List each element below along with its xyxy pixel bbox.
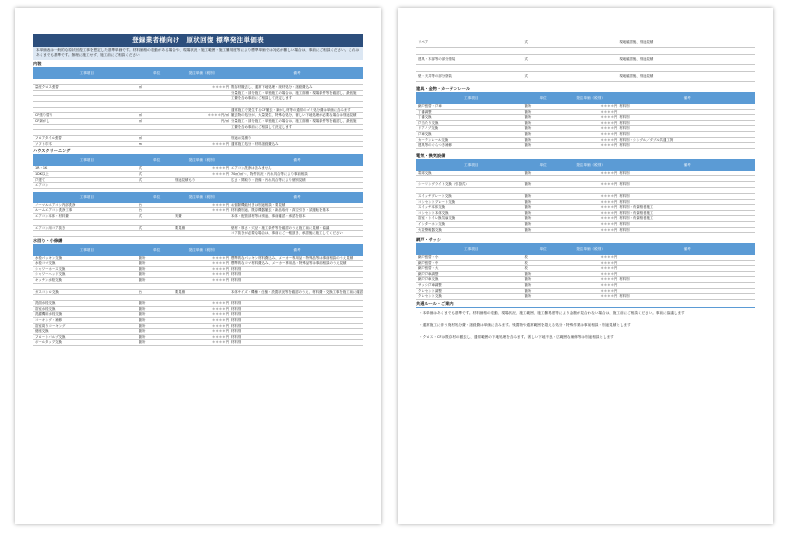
row-price: ＊＊＊＊円 <box>600 283 618 288</box>
row-unit: 式 <box>138 166 142 171</box>
row-price: ＊＊＊＊円 <box>600 120 618 125</box>
row-unit: 台 <box>138 208 142 213</box>
row-note: 材料別 <box>230 266 242 271</box>
row-unit: 箇所 <box>524 277 532 282</box>
row-item: フロートバルブ交換 <box>35 334 66 339</box>
row-note: 現地確認後、別途見積 <box>619 74 654 79</box>
row-item: 水栓パッキン交換 <box>35 255 63 260</box>
row-note: 70㎡/㎡～、物件状況・汚れ具合等により事前相談 <box>230 171 308 176</box>
row-unit: 箇所 <box>524 115 532 120</box>
row-item: 網戸張替・大 <box>418 266 439 271</box>
row-price: ＊＊＊＊円 <box>600 137 618 142</box>
row-unit: 箇所 <box>138 272 146 277</box>
header-cell: 備考 <box>293 158 301 163</box>
row-price: ＊＊＊＊円 <box>600 216 618 221</box>
row-note: 現地確認後、別途見積 <box>619 40 654 45</box>
row-unit: ㎡ <box>138 113 142 118</box>
row-item: 浴室・トイレ換気扇交換 <box>418 216 456 221</box>
header-cell: 単位 <box>153 158 161 163</box>
row-note: 材料別 <box>230 329 242 334</box>
row-note: 材料別 <box>230 318 242 323</box>
row-unit: m <box>138 141 142 146</box>
row-unit: 箇所 <box>524 271 532 276</box>
intro-text: 本単価表は一般的な原状回復工事を想定した基準単価です。材料価格の変動がある場合や、現場状況・施工範囲・施工難易度等により標準単価では対応が難しい場合は、事前にご相談ください。これはあくまでも基準です。無理に施工せず、施工前にご相談ください <box>33 47 363 60</box>
row-item: 建具・木部等の部分塗装 <box>418 57 456 62</box>
row-note: お掃除機能付きは別途相談・要見積 <box>230 202 286 207</box>
page-1-content <box>33 34 363 346</box>
row-item: 戸車交換 <box>418 131 432 136</box>
row-unit: 箇所 <box>524 126 532 131</box>
row-item: 戸当たり交換 <box>418 120 439 125</box>
section-gap <box>416 149 755 152</box>
header-cell: 工事項目 <box>464 247 479 252</box>
section-title: 網戸・サッシ <box>416 237 755 244</box>
row-unit: 箇所 <box>524 221 532 226</box>
row-unit: 箇所 <box>138 329 146 334</box>
row-price: ＊＊＊＊円 <box>212 202 229 207</box>
row-item: スイッチ本体交換 <box>418 205 445 210</box>
row-note: 材料別 <box>230 301 242 306</box>
section-gap <box>416 233 755 236</box>
row-note: 撤去物の処分が、大量発生、特殊な処分、著しい下地処理が必要な場合は別途見積 <box>230 113 357 118</box>
header-cell: 工事項目 <box>464 96 479 100</box>
row-item: 洗濯機用水栓交換 <box>35 312 63 317</box>
row-item: 丁番調整 <box>418 109 432 114</box>
row-price: ＊＊＊＊円 <box>212 278 229 283</box>
row-item: コーキング・補修 <box>35 318 63 323</box>
row-unit: 箇所 <box>138 261 146 266</box>
table-row <box>33 231 363 237</box>
row-item: シーリングライト交換（引掛式） <box>418 182 469 187</box>
table-row <box>33 340 363 346</box>
row-unit: 枚 <box>524 255 528 260</box>
document-page-2 <box>398 8 773 524</box>
row-note: 材料別 <box>230 272 242 277</box>
row-note: 分量施工・部分施工・単独施工の場合は、施工面積・現場条件等を確認し、最低施 <box>230 90 357 95</box>
header-cell: 備考 <box>293 194 301 199</box>
row-item: CF剥がし <box>35 118 50 123</box>
row-unit: 台 <box>138 289 142 294</box>
section-title: 電気・換気設備 <box>416 153 755 160</box>
row-item: CF張り替り <box>35 113 53 118</box>
row-unit: 箇所 <box>524 210 532 215</box>
row-unit: 式 <box>524 74 528 79</box>
row-note: 材料別 <box>619 126 630 131</box>
row-note: 材料別 <box>619 221 630 226</box>
row-note: 材料別・有資格者施工 <box>619 205 654 210</box>
row-item: 火災警報器交換 <box>418 227 442 232</box>
row-unit: 箇所 <box>138 340 146 345</box>
header-cell: 単位 <box>539 162 547 167</box>
row-note: 材料別・シングル／ダブル共通工賃 <box>619 137 674 142</box>
table-row <box>33 142 363 148</box>
row-unit: 箇所 <box>524 137 532 142</box>
table-row <box>416 38 755 48</box>
row-price: ＊＊＊＊円 <box>600 199 618 204</box>
row-note: 別途お見積り <box>230 136 252 141</box>
row-item: スイッチプレート交換 <box>418 193 452 198</box>
row-note: 材料費別途、既存機器撤去・新品取付・真空引き・試運転を基本 <box>230 208 330 213</box>
row-price: ＊＊＊＊円 <box>600 255 618 260</box>
row-item: 1R・1K <box>35 166 48 171</box>
table-row <box>416 65 755 72</box>
row-note: 広さ・間取り・設備・汚れ具合等により個別見積 <box>230 177 306 182</box>
row-price: ＊＊＊＊円 <box>212 261 229 266</box>
row-price: 要見積 <box>174 225 186 230</box>
header-cell: 発注単価（税別） <box>188 158 218 163</box>
row-price: ＊＊＊＊円 <box>600 126 618 131</box>
row-item: 戸建て <box>35 177 46 182</box>
row-note: 材料別 <box>619 120 630 125</box>
row-unit: 箇所 <box>524 143 532 148</box>
rules-title: 共通ルール・ご案内 <box>416 301 755 308</box>
row-unit: 箇所 <box>138 306 146 311</box>
row-price: ＊＊＊＊円 <box>600 143 618 148</box>
row-price: ＊＊＊＊円 <box>600 205 618 210</box>
row-price: ＊＊＊＊円 <box>600 288 618 293</box>
row-item: クレセント調整 <box>418 288 442 293</box>
row-price: ＊＊＊＊円 <box>600 260 618 265</box>
row-price: ＊＊＊＊円 <box>600 294 618 299</box>
row-note: 材料別 <box>230 340 242 345</box>
page-2-top-rows <box>416 38 755 82</box>
row-unit: 箇所 <box>524 104 532 108</box>
row-note: 壁材・厚さ・穴径・施工条件等を確認のうえ施工前に見積・協議 <box>230 225 330 230</box>
row-unit: 式 <box>138 171 142 176</box>
row-price: ＊＊＊＊円 <box>212 334 229 339</box>
row-item: キッチン水栓交換 <box>35 278 62 283</box>
header-cell: 単位 <box>153 71 161 75</box>
row-note: 材料別 <box>230 278 242 283</box>
row-item: インターホン交換 <box>418 221 445 226</box>
row-item: コンセントプレート交換 <box>418 199 456 204</box>
row-price: ＊＊＊＊円 <box>212 85 229 89</box>
row-note: 材料別 <box>619 104 630 108</box>
header-cell: 発注単価（税別） <box>576 96 605 100</box>
row-item: ガスコンロ交換 <box>35 289 59 294</box>
row-note: 材料別 <box>230 312 242 317</box>
row-price: ＊＊＊＊円 <box>212 312 229 317</box>
row-unit: 箇所 <box>524 182 532 187</box>
row-note: 材料別 <box>230 306 242 311</box>
row-unit: 箇所 <box>524 227 532 232</box>
row-unit: 箇所 <box>524 199 532 204</box>
header-cell: 工事項目 <box>79 71 94 75</box>
row-price: ＊＊＊＊円 <box>600 271 618 276</box>
row-note: 材料別 <box>230 323 242 328</box>
row-price: ＊＊＊＊円 <box>212 171 229 176</box>
header-cell: 工事項目 <box>464 162 479 167</box>
row-unit: 台 <box>138 202 142 207</box>
page-1-sections <box>33 61 363 346</box>
row-item: リペア <box>418 40 429 45</box>
row-item: ボールタップ交換 <box>35 340 62 345</box>
table-row <box>416 55 755 65</box>
row-item: 洗面水栓交換 <box>35 301 56 306</box>
row-unit: 箇所 <box>524 109 532 114</box>
row-price: 要見積 <box>174 289 186 294</box>
row-note: 材料別 <box>619 277 630 282</box>
section-title: 水回り・小修繕 <box>33 238 363 245</box>
header-cell: 単位 <box>539 247 547 252</box>
row-item: 電球交換 <box>418 170 432 175</box>
row-item: 網戸戸車調整 <box>418 271 439 276</box>
section-title: 建具・金物・カーテンレール <box>416 86 755 93</box>
row-price: 別途見積もり <box>174 177 196 182</box>
row-item: 建具等のぐらつき補修 <box>418 143 452 148</box>
row-item: エアコン用コア抜き <box>35 225 66 230</box>
row-unit: 箇所 <box>138 334 146 339</box>
row-item: クレセント交換 <box>418 294 442 299</box>
row-note: 材料別 <box>619 143 630 148</box>
row-price: ＊＊＊＊円 <box>600 131 618 136</box>
row-item: 網戸張替・中 <box>418 260 439 265</box>
row-note: 通常施工で発生するCF撤去・剥がし材等の通常のゴミ処分費は単価に含みます <box>230 107 351 112</box>
page-2-sections <box>416 82 755 300</box>
header-cell: 備考 <box>683 247 691 252</box>
row-note: 通常施工処分・材料諸経費込み <box>230 141 279 146</box>
row-price: 円/㎡ <box>221 118 229 123</box>
row-item: 網戸張替・戸車 <box>418 104 442 108</box>
row-price: ＊＊＊＊円 <box>212 255 229 260</box>
row-note: 現地確認後、別途見積 <box>619 57 654 62</box>
section-title: ハウスクリーニング <box>33 148 363 155</box>
table-header <box>33 155 363 166</box>
row-price: ＊＊＊＊円 <box>212 340 229 345</box>
header-cell: 工事項目 <box>79 247 94 252</box>
row-unit: 箇所 <box>524 294 532 299</box>
row-price: ＊＊＊＊円 <box>212 208 229 213</box>
row-unit: 式 <box>524 40 528 45</box>
row-note: 材料別 <box>619 199 630 204</box>
header-cell: 発注単価（税別） <box>188 247 218 252</box>
row-unit: 箇所 <box>524 288 532 293</box>
row-item: 1DK以上 <box>35 171 49 176</box>
rule-item: ・クロス・CFは既存材の撤去し、通常範囲の下地処理を含みます。著しい下地不良・広範囲な補修等は別途相談とします <box>419 334 614 339</box>
row-price: ＊＊＊＊円 <box>212 272 229 277</box>
row-price: ＊＊＊＊円 <box>600 115 618 120</box>
row-price: ＊＊＊＊円 <box>600 104 618 108</box>
table-row <box>416 72 755 82</box>
row-price: ＊＊＊＊円 <box>600 182 618 187</box>
document-page-1 <box>15 8 381 524</box>
row-note: 既存材撤去し、通常下地処理・廃材処分・諸経費込み <box>230 85 313 89</box>
row-note: 材料別・有資格者施工 <box>619 216 654 221</box>
row-unit: 枚 <box>524 260 528 265</box>
row-unit: 式 <box>138 225 142 230</box>
row-note: 材料別 <box>619 294 630 299</box>
table-header <box>33 192 363 203</box>
row-price: ＊＊＊＊円 <box>600 227 618 232</box>
row-price: ＊＊＊＊円/㎡ <box>207 113 229 118</box>
table-header <box>416 244 755 255</box>
row-item: 網戸張替・小 <box>418 255 439 260</box>
page-2-content <box>416 38 755 348</box>
table-row <box>416 294 755 300</box>
row-item: サッシ戸車調整 <box>418 283 442 288</box>
header-cell: 発注単価（税別） <box>188 71 218 75</box>
row-item: ドアノブ交換 <box>418 126 438 131</box>
section-title: 内装 <box>33 61 363 68</box>
row-note: 材料別 <box>619 227 630 232</box>
table-header <box>416 93 755 104</box>
row-price: ＊＊＊＊円 <box>212 301 229 306</box>
row-unit: 式 <box>138 213 142 218</box>
page-title: 登録業者様向け 原状回復 標準発注単価表 <box>33 34 363 47</box>
row-unit: 箇所 <box>524 193 532 198</box>
row-unit: 箇所 <box>138 318 146 323</box>
rule-item: ・通常施工に伴う廃材処分費・諸経費は単価に含みます。残置物や通常範囲を超える処分・特殊作業は事前相談・別途見積とします <box>419 322 631 327</box>
row-item: カーテンレール交換 <box>418 137 449 142</box>
row-price: 実費 <box>174 213 182 218</box>
row-note: 本体サイズ・機種・仕様・設置状況等を確認のうえ、材料費・交換工事を施工前に確認 <box>230 289 363 294</box>
row-unit: 箇所 <box>138 266 146 271</box>
header-cell: 発注単価（税別） <box>576 162 605 167</box>
row-note: エアコン洗浄は含みません <box>230 166 272 171</box>
row-item: エアコン <box>35 183 49 188</box>
row-unit: 箇所 <box>138 323 146 328</box>
header-cell: 備考 <box>683 162 691 167</box>
row-item: フロアタイル張替 <box>35 136 62 141</box>
row-price: ＊＊＊＊円 <box>212 141 229 146</box>
header-cell: 備考 <box>293 247 301 252</box>
row-note: 材料別 <box>619 182 630 187</box>
row-item: 網戸戸車交換 <box>418 277 439 282</box>
section-gap <box>416 82 755 85</box>
table-header <box>33 68 363 79</box>
row-item: 丁番交換 <box>418 115 432 120</box>
row-note: コア抜きが必要な場合は、事前にご一報頂き、承認後に施工してください <box>230 231 343 236</box>
row-note: 材料別 <box>619 115 630 120</box>
row-note: 材料別 <box>619 193 630 198</box>
header-cell: 発注単価（税別） <box>576 247 605 252</box>
table-header <box>33 245 363 256</box>
row-item: シャワーヘッド交換 <box>35 272 66 277</box>
row-price: ＊＊＊＊円 <box>212 306 229 311</box>
row-note: 分量施工・部分施工・単独施工の場合は、施工面積・現場条件等を確認し、最低施 <box>230 118 357 123</box>
row-unit: 枚 <box>524 266 528 271</box>
row-price: ＊＊＊＊円 <box>600 170 618 175</box>
row-unit: 箇所 <box>524 120 532 125</box>
row-item: コンセント本体交換 <box>418 210 449 215</box>
row-item: ノーマルエアコン内部洗浄 <box>35 202 76 207</box>
row-item: 便座交換 <box>35 329 49 334</box>
row-item: エアコン本体・材料費 <box>35 213 69 218</box>
row-price: ＊＊＊＊円 <box>600 221 618 226</box>
table-row <box>416 48 755 55</box>
row-note: 工費を含め事前にご相談して決定します <box>230 96 293 101</box>
header-cell: 工事項目 <box>79 194 94 199</box>
row-price: ＊＊＊＊円 <box>212 323 229 328</box>
header-cell: 発注単価（税別） <box>188 194 218 199</box>
row-unit: 箇所 <box>524 131 532 136</box>
row-unit: 式 <box>138 177 142 182</box>
row-item: 量産クロス張替 <box>35 85 59 89</box>
row-unit: 箇所 <box>524 170 532 175</box>
row-item: 壁・天井等の部分塗装 <box>418 74 452 79</box>
row-note: 材料別 <box>230 334 242 339</box>
row-unit: 箇所 <box>138 312 146 317</box>
row-price: ＊＊＊＊円 <box>600 109 618 114</box>
row-price: ＊＊＊＊円 <box>212 329 229 334</box>
row-unit: 箇所 <box>138 255 146 260</box>
row-unit: 箇所 <box>524 205 532 210</box>
row-note: 材料別・有資格者施工 <box>619 210 654 215</box>
row-note: 工費を含め事前にご相談して決定します <box>230 124 293 129</box>
row-note: 標準的なパッキン材料費込み、メーカー専用品・特殊品等は事前相談のうえ見積 <box>230 255 354 260</box>
row-item: 浴室周りコーキング <box>35 323 66 328</box>
row-unit: 箇所 <box>138 301 146 306</box>
row-price: ＊＊＊＊円 <box>600 266 618 271</box>
header-cell: 単位 <box>153 247 161 252</box>
row-item: 水栓コマ交換 <box>35 261 56 266</box>
row-price: ＊＊＊＊円 <box>212 166 229 171</box>
header-cell: 備考 <box>683 96 691 100</box>
row-note: 標準的なコマ材料費込み、メーカー専用品・特殊品等は事前相談のうえ見積 <box>230 261 347 266</box>
row-unit: ㎡ <box>138 136 142 141</box>
header-cell: 単位 <box>153 194 161 199</box>
row-note: 材料別 <box>619 170 630 175</box>
row-unit: 箇所 <box>524 283 532 288</box>
table-header <box>416 160 755 171</box>
row-unit: ㎡ <box>138 118 142 123</box>
header-cell: 備考 <box>293 71 301 75</box>
row-item: シャワーホース交換 <box>35 266 66 271</box>
row-unit: 箇所 <box>138 278 146 283</box>
row-price: ＊＊＊＊円 <box>600 210 618 215</box>
header-cell: 単位 <box>539 96 547 100</box>
row-item: ルームエアコン洗浄工事 <box>35 208 73 213</box>
row-price: ＊＊＊＊円 <box>212 318 229 323</box>
row-note: 本体・配管部材等は別途、事前確認・承認を基本 <box>230 213 306 218</box>
row-price: ＊＊＊＊円 <box>600 193 618 198</box>
row-unit: ㎡ <box>138 85 142 89</box>
row-price: ＊＊＊＊円 <box>600 277 618 282</box>
header-cell: 工事項目 <box>79 158 94 163</box>
row-unit: 箇所 <box>524 216 532 221</box>
row-item: ソフト巾木 <box>35 141 52 146</box>
row-note: 材料別 <box>619 131 630 136</box>
row-unit: 式 <box>524 57 528 62</box>
row-item: 浴室水栓交換 <box>35 306 56 311</box>
rules-list <box>416 308 755 348</box>
row-price: ＊＊＊＊円 <box>212 266 229 271</box>
rule-item: ・本単価はあくまでも基準です。材料価格の変動、現場状況、施工範囲、施工難易度等により金額が見合わない場合は、施工前にご相談ください。事前に協議します <box>419 310 685 315</box>
